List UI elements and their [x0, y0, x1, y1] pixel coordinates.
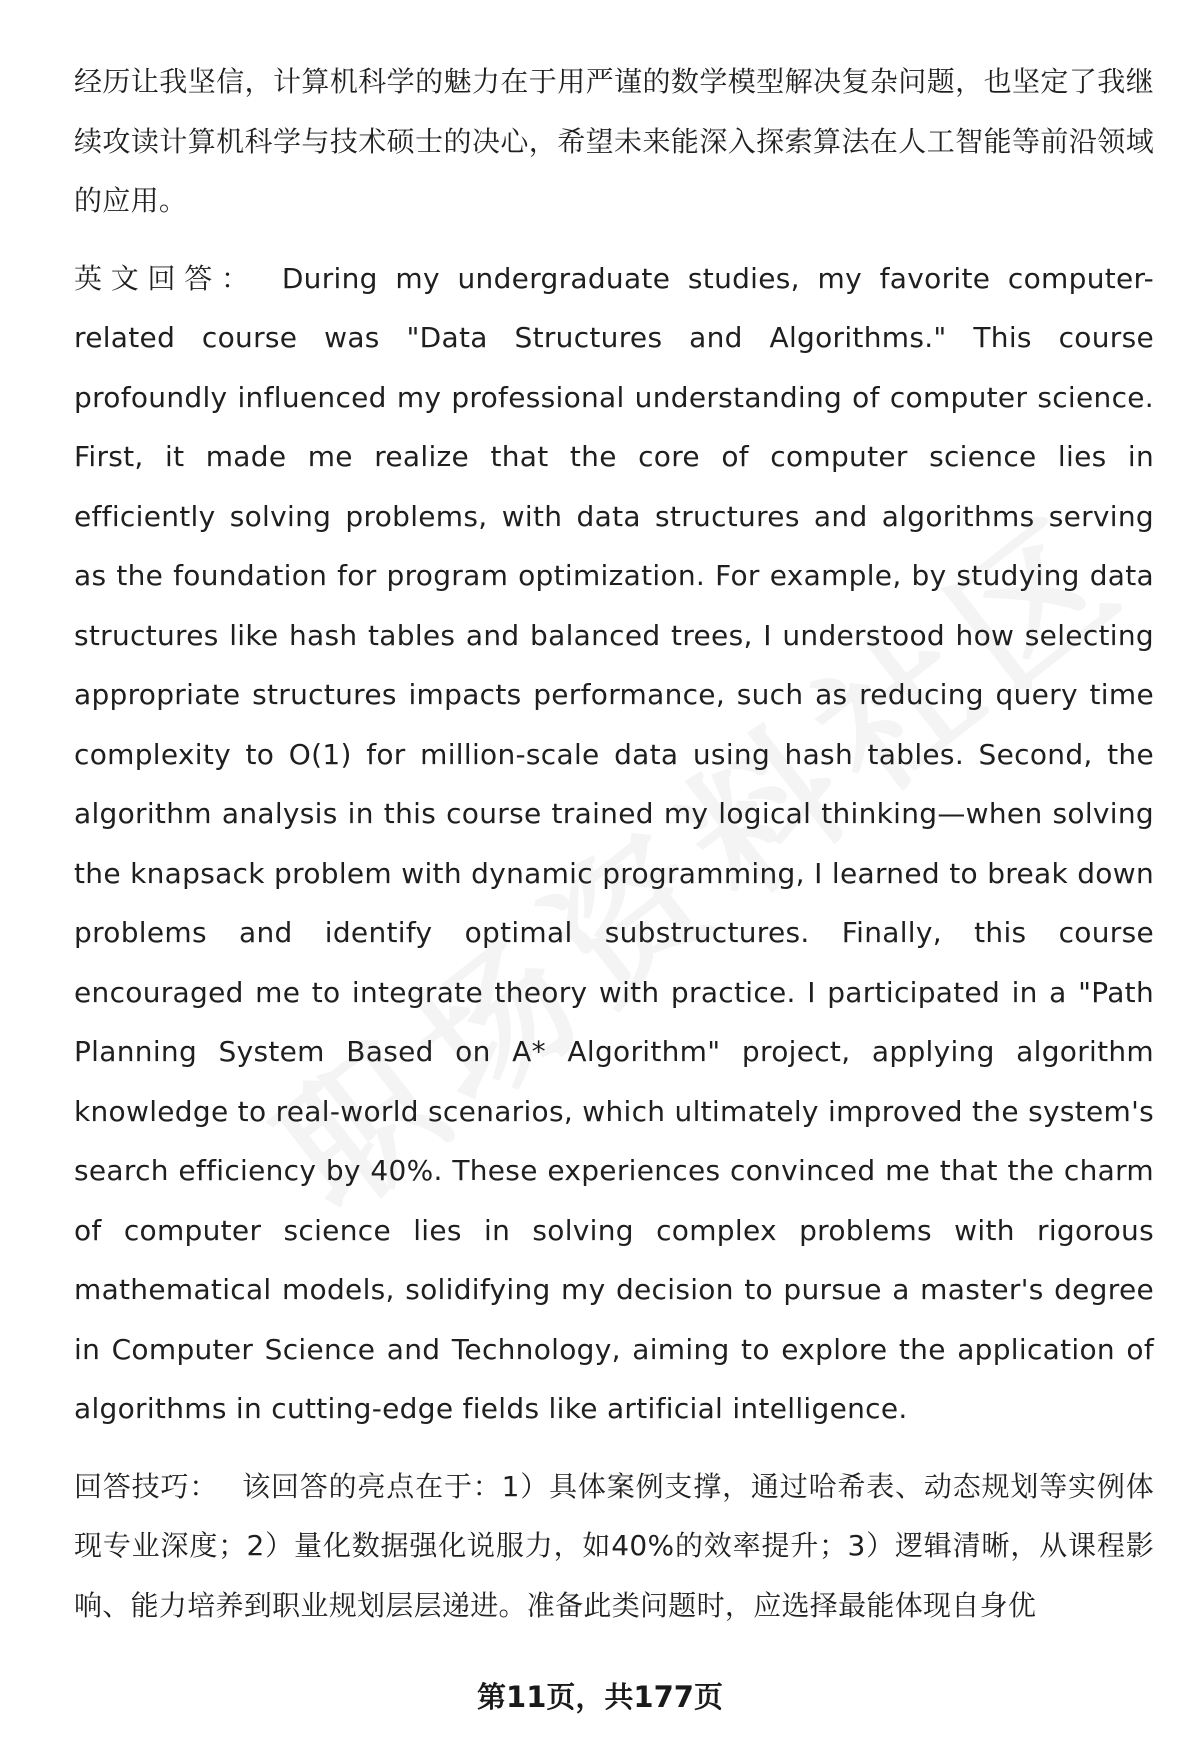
page-number-footer: 第11页，共177页 [477, 1680, 723, 1714]
english-answer-paragraph [74, 249, 1154, 1439]
document-body [74, 52, 1154, 1635]
english-answer-text: During my undergraduate studies, my favorite computer-related course was "Data Structures and Algorithms." This course profoundly influenced my professional understanding of computer science. First, it made me realize that the core of computer science lies in efficiently solving problems, with data structures and algorithms serving as the foundation for program optimization. For example, by studying data structures like hash tables and balanced trees, I understood how selecting appropriate structures impacts performance, such as reducing query time complexity to O(1) for million-scale data using hash tables. Second, the algorithm analysis in this course trained my logical thinking—when solving the knapsack problem with dynamic programming, I learned to break down problems and identify optimal substructures. Finally, this course encouraged me to integrate theory with practice. I participated in a "Path Planning System Based on A* Algorithm" project, applying algorithm knowledge to real-world scenarios, which ultimately improved the system's search efficiency by 40%. These experiences convinced me that the charm of computer science lies in solving complex problems with rigorous mathematical models, solidifying my decision to pursue a master's degree in Computer Science and Technology, aiming to explore the application of algorithms in cutting-edge fields like artificial intelligence. [74, 261, 1154, 1425]
answer-tips-label: 回答技巧： [74, 1469, 219, 1503]
english-answer-label: 英文回答： [74, 261, 258, 295]
answer-tips-text: 该回答的亮点在于：1）具体案例支撑，通过哈希表、动态规划等实例体现专业深度；2）量化数据强化说服力，如40%的效率提升；3）逻辑清晰，从课程影响、能力培养到职业规划层层递进。准备此类问题时，应选择最能体现自身优 [74, 1469, 1154, 1622]
intro-paragraph: 经历让我坚信，计算机科学的魅力在于用严谨的数学模型解决复杂问题，也坚定了我继续攻读计算机科学与技术硕士的决心，希望未来能深入探索算法在人工智能等前沿领域的应用。 [74, 65, 1154, 217]
answer-tips-paragraph [74, 1457, 1154, 1636]
